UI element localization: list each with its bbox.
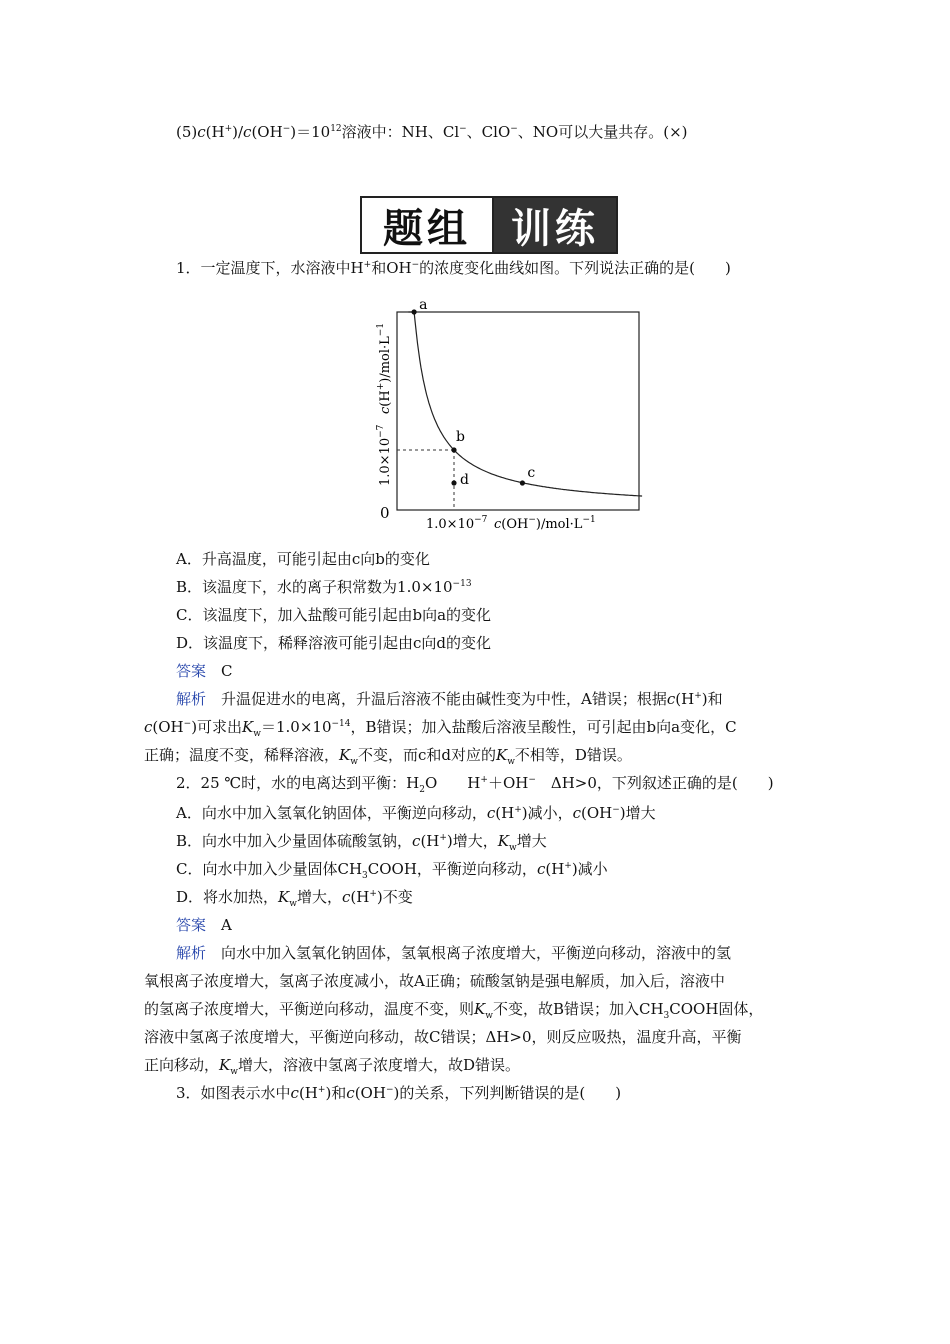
x-tick-label: $1.0\times 10^{-7}$ <box>426 515 488 532</box>
q2-option-a: A．向水中加入氢氧化钠固体，平衡逆向移动，c(H+)减小，c(OH−)增大 <box>176 804 656 822</box>
chart-frame <box>397 312 639 510</box>
q2-analysis-line2: 氧根离子浓度增大，氢离子浓度减小，故A正确；硫酸氢钠是强电解质，加入后，溶液中 <box>144 972 725 990</box>
y-tick-label: $1.0\times 10^{-7}$ <box>376 424 393 486</box>
banner-right-label: 训练 <box>494 198 616 252</box>
q1-option-a: A．升高温度，可能引起由c向b的变化 <box>176 550 430 568</box>
point-b <box>451 447 456 452</box>
q2-answer: 答案 A <box>176 916 232 934</box>
banner-left-label: 题组 <box>362 198 494 252</box>
point-c <box>520 480 525 485</box>
q1-option-c: C．该温度下，加入盐酸可能引起由b向a的变化 <box>176 606 492 624</box>
section-banner <box>360 196 618 254</box>
q2-option-b: B．向水中加入少量固体硫酸氢钠，c(H+)增大，$K_w$增大 <box>176 832 547 853</box>
q1-analysis-line1: 解析 升温促进水的电离，升温后溶液不能由碱性变为中性，A错误；根据c(H+)和 <box>176 690 723 708</box>
point-a <box>412 309 417 314</box>
q3-stem: 3．如图表示水中c(H+)和c(OH−)的关系，下列判断错误的是( ) <box>176 1084 622 1102</box>
q1-analysis-line2: c(OH−)可求出$K_w=1.0\times 10^{-14}$，B错误；加入盐酸后溶液呈酸性，可引起由b向a变化，C <box>144 718 737 739</box>
q2-option-c: C．向水中加入少量固体$CH_3COOH$，平衡逆向移动，c(H+)减小 <box>176 860 608 881</box>
q2-option-d: D．将水加热，$K_w$增大，c(H+)不变 <box>176 888 413 909</box>
point-label-c: c <box>527 465 536 481</box>
q2-analysis-line3: 的氢离子浓度增大，平衡逆向移动，温度不变，则$K_w$不变，故B错误；加入$CH_3COOH$固体， <box>144 1000 764 1021</box>
q2-analysis-line1: 解析 向水中加入氢氧化钠固体，氢氧根离子浓度增大，平衡逆向移动，溶液中的氢 <box>176 944 732 962</box>
chart-points <box>412 297 536 488</box>
q2-analysis-line5: 正向移动，$K_w$增大，溶液中氢离子浓度增大，故D错误。 <box>144 1056 520 1077</box>
q1-option-d: D．该温度下，稀释溶液可能引起由c向d的变化 <box>176 634 492 652</box>
top-statement: $(5)c(H^+)/c(OH^-)=10^{12}$溶液中：NH、Cl−、ClO−、NO可以大量共存。(×) <box>176 123 688 141</box>
y-axis-label: $c(H^+)/mol\cdot L^{-1}$ <box>376 322 393 414</box>
q1-option-b: B．该温度下，水的离子积常数为$1.0\times 10^{-13}$ <box>176 578 472 596</box>
point-label-a: a <box>419 297 428 313</box>
q2-analysis-line4: 溶液中氢离子浓度增大，平衡逆向移动，故C错误；ΔH>0，则反应吸热，温度升高，平衡 <box>144 1028 742 1046</box>
point-label-d: d <box>460 472 469 488</box>
chart-origin: 0 <box>380 504 390 522</box>
q1-analysis-line3: 正确；温度不变，稀释溶液，$K_w$不变，而c和d对应的$K_w$不相等，D错误。 <box>144 746 632 767</box>
point-label-b: b <box>456 429 465 445</box>
ion-concentration-chart <box>356 296 656 546</box>
x-axis-label: $c(OH^-)/mol\cdot L^{-1}$ <box>494 515 596 532</box>
q2-stem: 2．25 ℃时，水的电离达到平衡：$H_2O$ H+＋OH− ΔH>0，下列叙述正确的是( ) <box>176 774 774 795</box>
chart-curve <box>408 312 642 496</box>
point-d <box>451 480 456 485</box>
q1-answer: 答案 C <box>176 662 233 680</box>
q1-stem: 1．一定温度下，水溶液中H+和OH−的浓度变化曲线如图。下列说法正确的是( ) <box>176 259 731 277</box>
